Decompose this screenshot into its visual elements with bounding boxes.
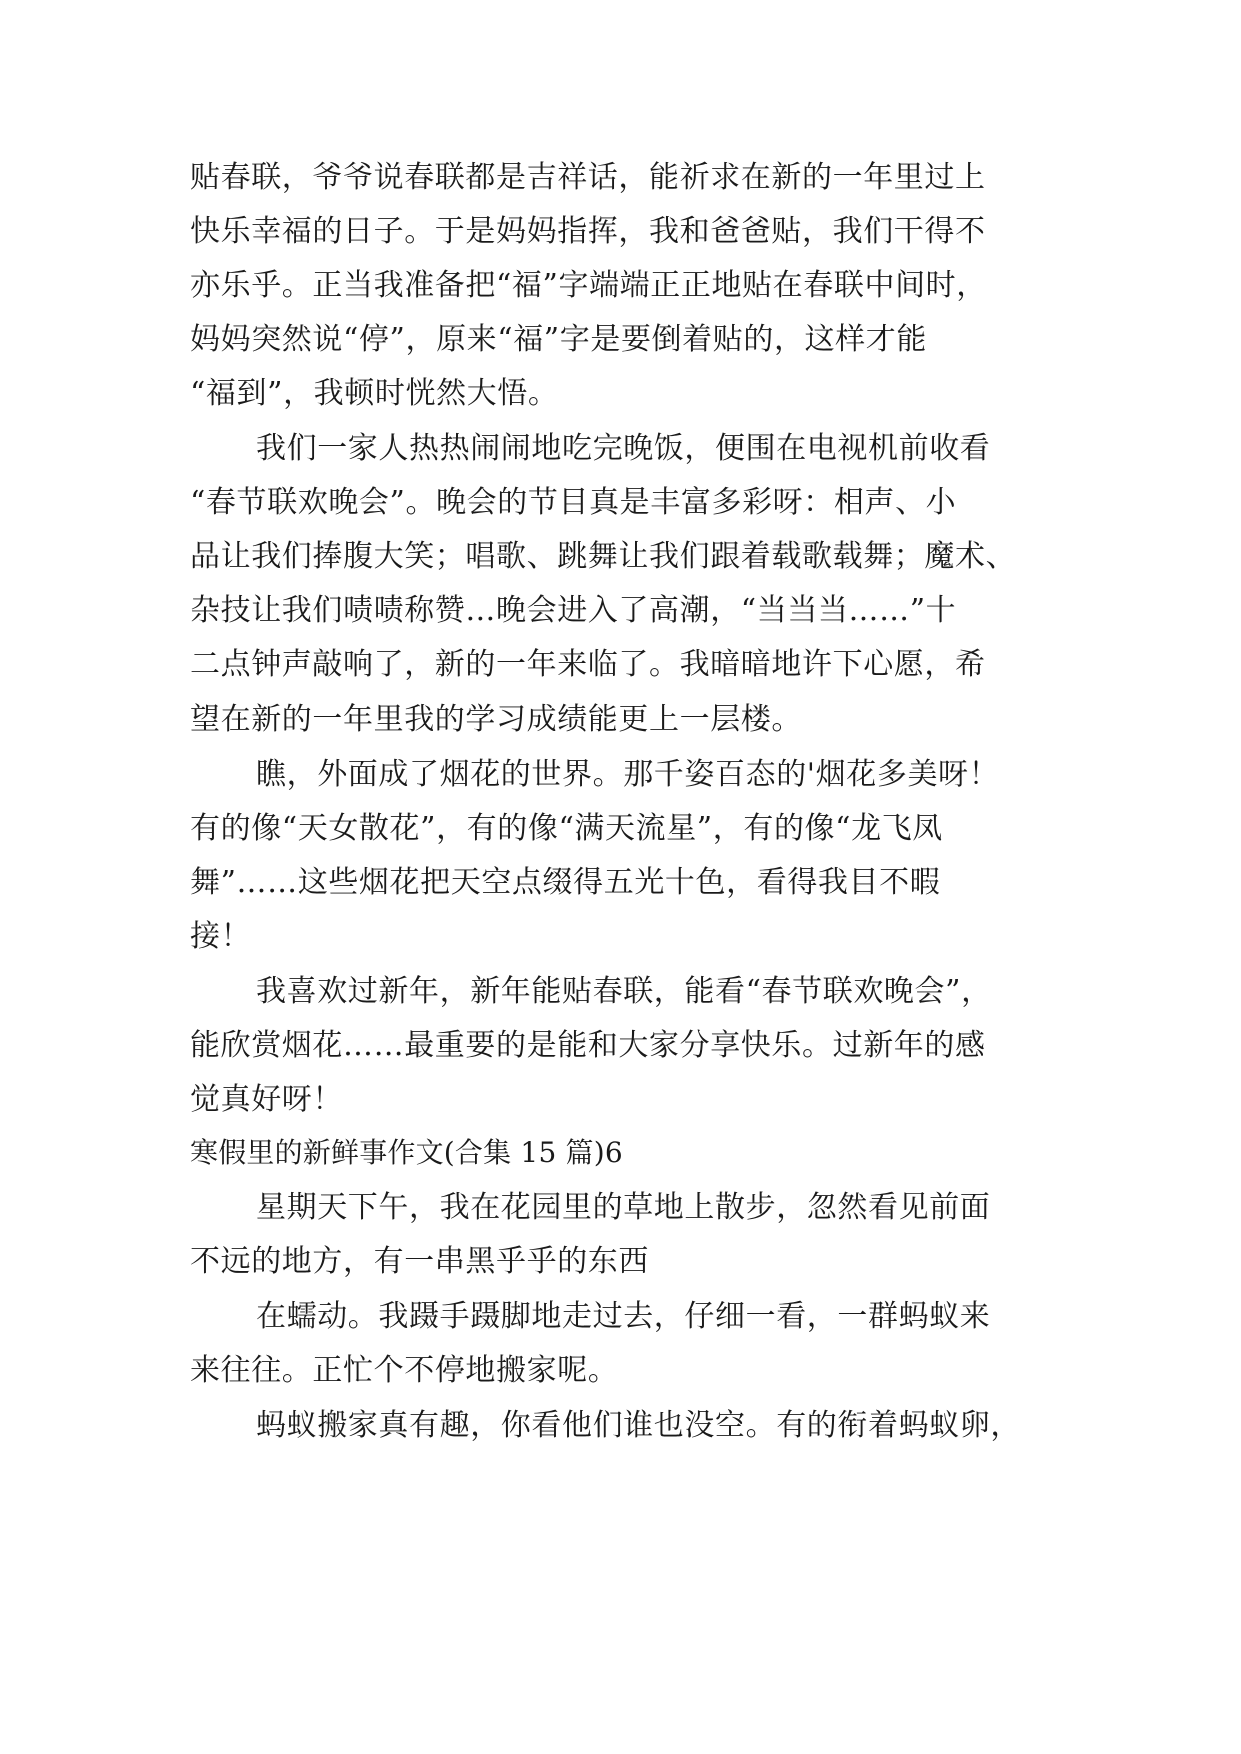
section-heading: 寒假里的新鲜事作文(合集 15 篇)6 bbox=[190, 1136, 623, 1169]
text-line: 不远的地方，有一串黑乎乎的东西 bbox=[190, 1244, 649, 1279]
text-line: 觉真好呀！ bbox=[190, 1082, 343, 1117]
text-line: 品让我们捧腹大笑；唱歌、跳舞让我们跟着载歌载舞；魔术、 bbox=[190, 539, 1017, 574]
paragraph-start-line: 瞧，外面成了烟花的世界。那千姿百态的'烟花多美呀！ bbox=[256, 757, 1000, 792]
text-line: 有的像“天女散花”，有的像“满天流星”，有的像“龙飞凤 bbox=[190, 811, 943, 846]
paragraph-start-line: 蚂蚁搬家真有趣，你看他们谁也没空。有的衔着蚂蚁卵， bbox=[256, 1408, 1021, 1443]
paragraph-start-line: 星期天下午，我在花园里的草地上散步，忽然看见前面 bbox=[256, 1190, 991, 1225]
paragraph-start-line: 我喜欢过新年，新年能贴春联，能看“春节联欢晚会”， bbox=[256, 974, 992, 1009]
text-line: 望在新的一年里我的学习成绩能更上一层楼。 bbox=[190, 702, 802, 737]
text-line: “春节联欢晚会”。晚会的节目真是丰富多彩呀：相声、小 bbox=[190, 485, 957, 520]
text-line: 妈妈突然说“停”，原来“福”字是要倒着贴的，这样才能 bbox=[190, 322, 927, 357]
text-line: 杂技让我们啧啧称赞…晚会进入了高潮，“当当当……”十 bbox=[190, 593, 957, 628]
text-line: 接！ bbox=[190, 919, 252, 954]
text-line: 二点钟声敲响了，新的一年来临了。我暗暗地许下心愿，希 bbox=[190, 647, 986, 682]
paragraph-start-line: 我们一家人热热闹闹地吃完晚饭，便围在电视机前收看 bbox=[256, 431, 991, 466]
text-line: 来往往。正忙个不停地搬家呢。 bbox=[190, 1353, 619, 1388]
text-line: 贴春联，爷爷说春联都是吉祥话，能祈求在新的一年里过上 bbox=[190, 160, 986, 195]
text-line: 能欣赏烟花……最重要的是能和大家分享快乐。过新年的感 bbox=[190, 1028, 986, 1063]
text-line: 亦乐乎。正当我准备把“福”字端端正正地贴在春联中间时， bbox=[190, 268, 987, 303]
paragraph-start-line: 在蠕动。我蹑手蹑脚地走过去，仔细一看，一群蚂蚁来 bbox=[256, 1299, 991, 1334]
text-line: 舞”……这些烟花把天空点缀得五光十色，看得我目不暇 bbox=[190, 865, 941, 900]
text-line: 快乐幸福的日子。于是妈妈指挥，我和爸爸贴，我们干得不 bbox=[190, 214, 986, 249]
text-line: “福到”，我顿时恍然大悟。 bbox=[190, 376, 559, 411]
